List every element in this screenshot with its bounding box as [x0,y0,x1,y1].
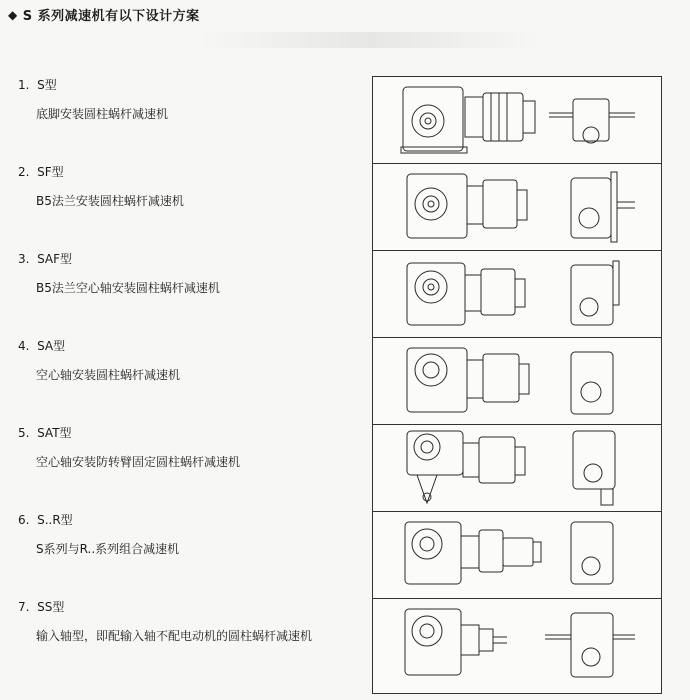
s-r-combined-drawing [373,512,661,598]
diagram-panel-sat [372,424,662,512]
diamond-bullet-icon: ◆ [8,7,18,22]
item-6-desc: S系列与R..系列组合减速机 [36,542,180,556]
diagram-panel-sf [372,163,662,251]
item-5-desc: 空心轴安装防转臂固定圆柱蜗杆减速机 [36,455,241,469]
item-2-desc: B5法兰安装圆柱蜗杆减速机 [36,194,184,208]
item-7-desc: 输入轴型，即配输入轴不配电动机的圆柱蜗杆减速机 [36,629,313,643]
ss-type-drawing [373,599,661,693]
sat-type-drawing [373,425,661,511]
sa-type-drawing [373,338,661,424]
diagram-panel-sa [372,337,662,425]
s-type-drawing [373,77,661,163]
item-3-label: 3. SAF型 [18,252,73,266]
diagram-panel-ss [372,598,662,694]
item-5-label: 5. SAT型 [18,426,72,440]
sf-type-drawing [373,164,661,250]
saf-type-drawing [373,251,661,337]
item-2-label: 2. SF型 [18,165,64,179]
item-7-label: 7. SS型 [18,600,65,614]
diagram-panel-sr [372,511,662,599]
page-title-text: S 系列减速机有以下设计方案 [22,9,200,24]
item-4-label: 4. SA型 [18,339,66,353]
item-1-desc: 底脚安装圆柱蜗杆减速机 [36,107,169,121]
diagram-panel-s [372,76,662,164]
item-1-label: 1. S型 [18,78,57,92]
page-title [8,5,200,24]
diagram-panel-saf [372,250,662,338]
faded-watermark [200,32,540,48]
item-6-label: 6. S..R型 [18,513,73,527]
item-4-desc: 空心轴安装圆柱蜗杆减速机 [36,368,181,382]
item-3-desc: B5法兰空心轴安装圆柱蜗杆减速机 [36,281,220,295]
